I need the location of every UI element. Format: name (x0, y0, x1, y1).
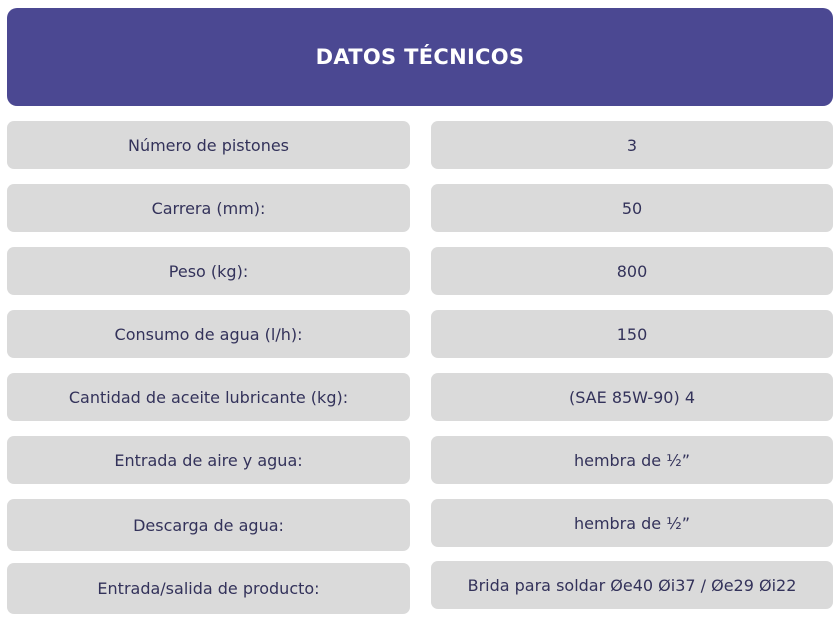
spec-value: 150 (431, 310, 833, 358)
spec-value: hembra de ½” (431, 499, 833, 547)
spec-label: Número de pistones (7, 121, 410, 169)
spec-value: 800 (431, 247, 833, 295)
spec-value: Brida para soldar Øe40 Øi37 / Øe29 Øi22 (431, 561, 833, 609)
spec-value: 50 (431, 184, 833, 232)
spec-label: Carrera (mm): (7, 184, 410, 232)
spec-label: Descarga de agua: (7, 499, 410, 551)
spec-label: Peso (kg): (7, 247, 410, 295)
spec-label: Entrada/salida de producto: (7, 563, 410, 614)
spec-value: 3 (431, 121, 833, 169)
spec-value: (SAE 85W-90) 4 (431, 373, 833, 421)
spec-label: Cantidad de aceite lubricante (kg): (7, 373, 410, 421)
spec-label: Entrada de aire y agua: (7, 436, 410, 484)
spec-value: hembra de ½” (431, 436, 833, 484)
spec-label: Consumo de agua (l/h): (7, 310, 410, 358)
page-title: DATOS TÉCNICOS (315, 45, 525, 69)
